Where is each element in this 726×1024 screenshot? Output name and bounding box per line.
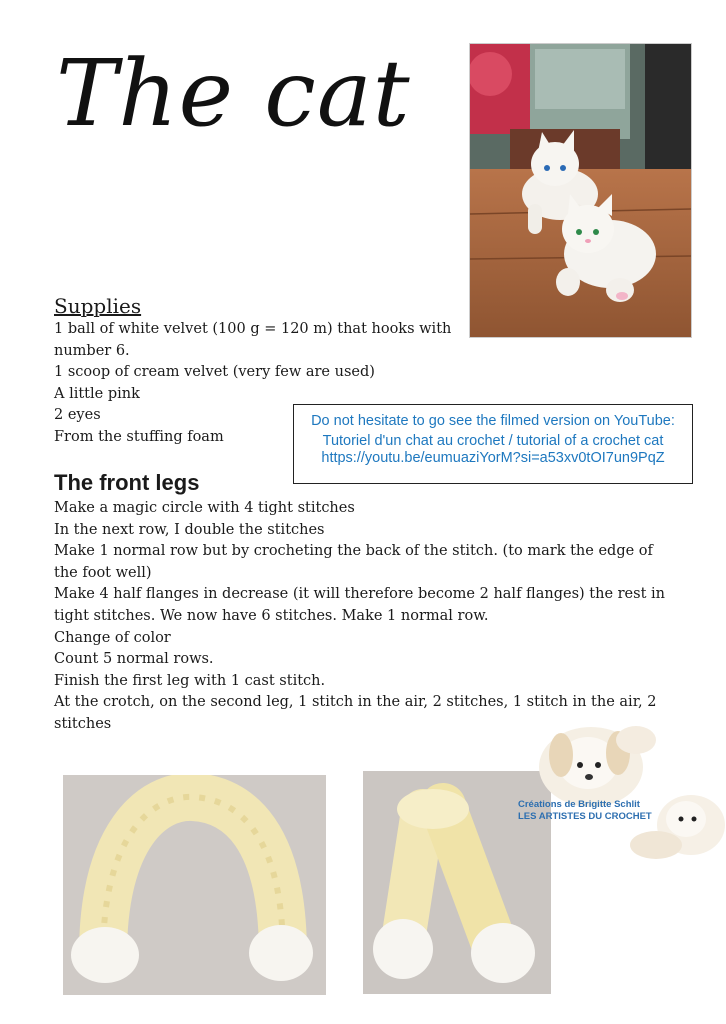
supply-item: 2 eyes [54, 407, 101, 423]
brand-credit: Créations de Brigitte Schlit [518, 799, 640, 810]
instruction-step: Count 5 normal rows. [54, 651, 214, 668]
supply-item: 1 ball of white velvet (100 g = 120 m) that hooks with number 6. [54, 321, 452, 359]
instruction-step: Change of color [54, 629, 171, 646]
instruction-step: In the next row, I double the stitches [54, 521, 325, 538]
instruction-step: Make a magic circle with 4 tight stitches [54, 500, 355, 516]
instruction-step: Make 4 half flanges in decrease (it will therefore become 2 half flanges) the rest in tight stitches. We now have 6 stitches. Make 1 normal row. [54, 586, 665, 624]
supplies-heading: Supplies [54, 294, 142, 318]
supply-item: From the stuffing foam [54, 428, 224, 445]
cats-photo [469, 43, 692, 338]
youtube-callout [293, 404, 693, 484]
callout-intro: Do not hesitate to go see the filmed version on YouTube: [311, 413, 675, 429]
tutorial-title: Tutoriel d'un chat au crochet / tutorial of a crochet cat [322, 433, 664, 449]
instruction-step: Finish the first leg with 1 cast stitch. [54, 672, 326, 689]
legs-photo-1 [63, 775, 326, 995]
page-title: The cat [56, 40, 411, 147]
front-legs-heading: The front legs [54, 470, 200, 495]
front-legs-instructions [54, 498, 674, 736]
supply-item: A little pink [54, 385, 140, 402]
brand-name: LES ARTISTES DU CROCHET [518, 811, 652, 822]
instruction-step: At the crotch, on the second leg, 1 stitch in the air, 2 stitches, 1 stitch in the air, 2 stitches [54, 694, 657, 732]
instruction-step: Make 1 normal row but by crocheting the back of the stitch. (to mark the edge of the foot well) [54, 543, 653, 581]
brand-logo [516, 715, 726, 860]
youtube-link[interactable]: https://youtu.be/eumuaziYorM?si=a53xv0tOI7un9PqZ [321, 450, 665, 466]
supply-item: 1 scoop of cream velvet (very few are used) [54, 364, 375, 380]
